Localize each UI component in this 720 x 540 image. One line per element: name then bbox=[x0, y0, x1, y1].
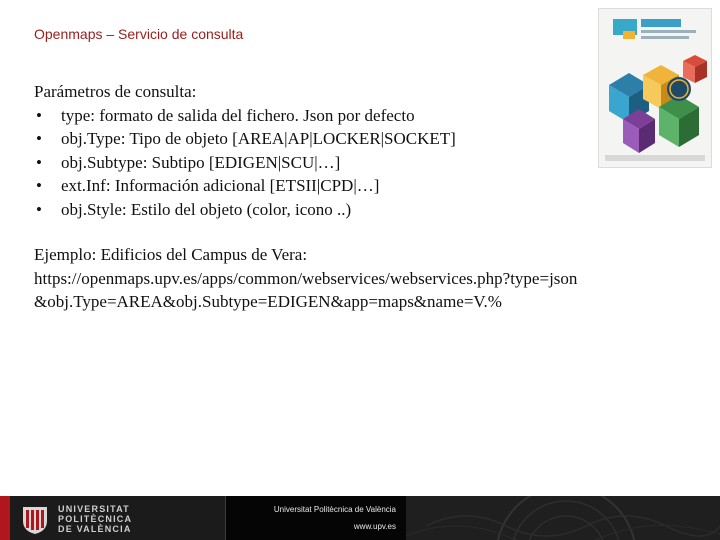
poster-logo-mark-accent bbox=[623, 31, 635, 39]
list-item-text: obj.Type: Tipo de objeto [AREA|AP|LOCKER|SOCKET] bbox=[61, 129, 456, 148]
bullet-marker: • bbox=[36, 199, 42, 219]
example-url-line: &obj.Type=AREA&obj.Subtype=EDIGEN&app=maps&name=V.% bbox=[34, 292, 502, 311]
list-item-text: obj.Style: Estilo del objeto (color, icono ..) bbox=[61, 199, 352, 219]
list-item-text: type: formato de salida del fichero. Json por defecto bbox=[61, 105, 415, 125]
university-name-line: DE VALÈNCIA bbox=[58, 524, 132, 534]
footer-organization: Universitat Politècnica de València bbox=[273, 505, 396, 514]
example-block bbox=[34, 243, 694, 314]
list-item bbox=[34, 174, 694, 198]
footer-url: www.upv.es bbox=[353, 522, 396, 531]
poster-subtitle-line bbox=[641, 30, 696, 33]
list-item-text: ext.Inf: Información adicional [ETSII|CPD|…] bbox=[61, 176, 380, 195]
footer-seal-texture bbox=[406, 496, 720, 540]
list-item bbox=[34, 127, 694, 151]
bullet-marker: • bbox=[36, 176, 42, 195]
university-name-line: UNIVERSITAT bbox=[58, 504, 130, 514]
footer-info-block bbox=[225, 496, 407, 540]
example-heading: Ejemplo: Edificios del Campus de Vera: bbox=[34, 245, 308, 264]
footer-accent-strip bbox=[0, 496, 10, 540]
bullet-marker: • bbox=[36, 105, 42, 125]
slide-header-title: Openmaps – Servicio de consulta bbox=[34, 26, 244, 42]
params-heading: Parámetros de consulta: bbox=[34, 82, 197, 101]
params-list bbox=[34, 104, 694, 222]
list-item bbox=[34, 198, 694, 222]
university-crest-icon bbox=[20, 505, 50, 535]
slide-body bbox=[34, 80, 694, 314]
example-url-line: https://openmaps.upv.es/apps/common/webservices/webservices.php?type=json bbox=[34, 268, 578, 288]
university-name-line: POLITÈCNICA bbox=[58, 514, 133, 524]
list-item bbox=[34, 151, 694, 175]
poster-logo-wordmark bbox=[641, 19, 681, 27]
list-item bbox=[34, 104, 694, 128]
slide-footer bbox=[0, 496, 720, 540]
list-item-text: obj.Subtype: Subtipo [EDIGEN|SCU|…] bbox=[61, 152, 341, 172]
bullet-marker: • bbox=[36, 152, 42, 172]
poster-subtitle-line bbox=[641, 36, 689, 39]
university-name bbox=[58, 504, 132, 534]
bullet-marker: • bbox=[36, 129, 42, 148]
